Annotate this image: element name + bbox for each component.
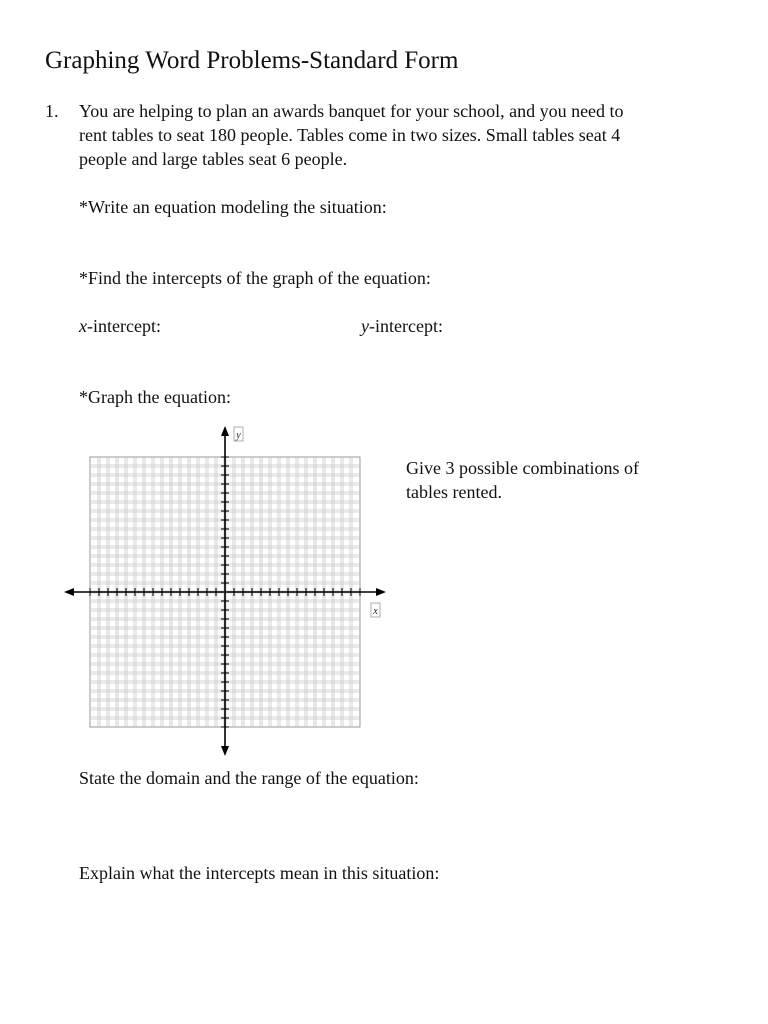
domain-range-prompt: State the domain and the range of the equation: (79, 768, 419, 788)
y-intercept-label (361, 314, 443, 338)
graph-equation-prompt: *Graph the equation: (79, 387, 231, 407)
combinations-line: Give 3 possible combinations of (406, 458, 639, 478)
worksheet-title: Graphing Word Problems-Standard Form (45, 47, 459, 74)
x-axis-arrow-left (64, 588, 74, 596)
x-axis-label: x (373, 606, 378, 617)
y-axis-label: y (236, 430, 241, 441)
x-axis-arrow-right (376, 588, 386, 596)
explain-intercepts-prompt: Explain what the intercepts mean in this situation: (79, 863, 440, 883)
coordinate-grid (60, 420, 390, 760)
question-text (79, 99, 719, 171)
question-number: 1. (45, 101, 59, 121)
y-axis-arrow-down (221, 746, 229, 756)
question-line: people and large tables seat 6 people. (79, 149, 348, 169)
y-axis-arrow-up (221, 426, 229, 436)
find-intercepts-prompt: *Find the intercepts of the graph of the equation: (79, 268, 431, 288)
combinations-prompt (406, 456, 639, 504)
question-line: rent tables to seat 180 people. Tables come in two sizes. Small tables seat 4 (79, 125, 621, 145)
y-intercept-text: -intercept: (369, 316, 443, 336)
x-variable: x (79, 316, 87, 336)
x-intercept-text: -intercept: (87, 316, 161, 336)
combinations-line: tables rented. (406, 482, 502, 502)
x-intercept-label (79, 314, 161, 338)
y-variable: y (361, 316, 369, 336)
write-equation-prompt: *Write an equation modeling the situation: (79, 197, 387, 217)
question-line: You are helping to plan an awards banquet for your school, and you need to (79, 101, 624, 121)
